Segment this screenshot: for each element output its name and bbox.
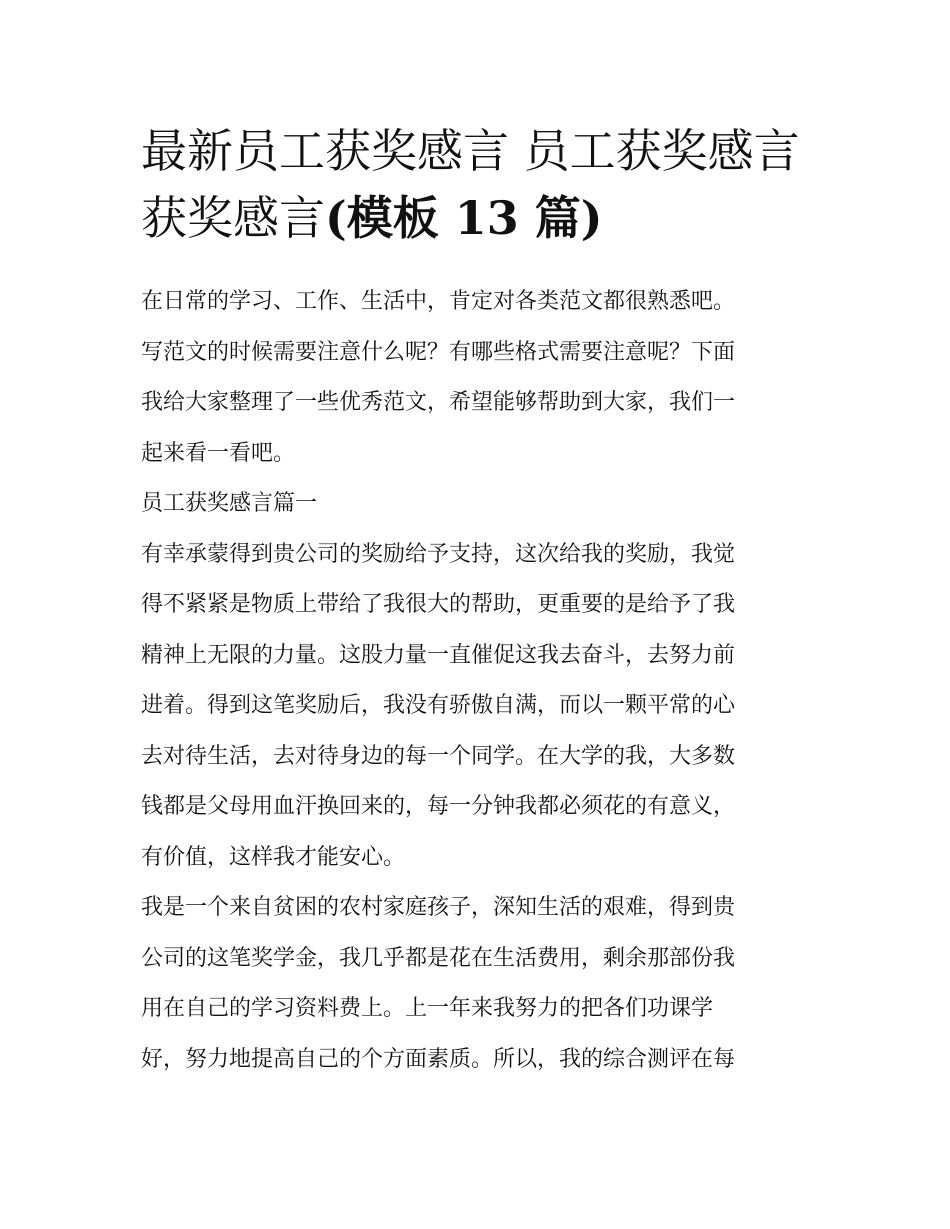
intro-line-4: 起来看一看吧。 (141, 440, 296, 466)
document-title (141, 118, 821, 252)
paragraph-1-line-5: 去对待生活，去对待身边的每一个同学。在大学的我，大多数 (141, 743, 736, 769)
paragraph-2-line-1: 我是一个来自贫困的农村家庭孩子，深知生活的艰难，得到贵 (141, 895, 736, 920)
section-heading: 员工获奖感言篇一 (141, 491, 318, 516)
paragraph-1-line-2: 得不紧紧是物质上带给了我很大的帮助，更重要的是给予了我 (141, 592, 736, 617)
paragraph-1-line-1: 有幸承蒙得到贵公司的奖励给予支持，这次给我的奖励，我觉 (141, 541, 736, 567)
paragraph-2-line-2: 公司的这笔奖学金，我几乎都是花在生活费用，剩余那部份我 (141, 945, 736, 971)
paragraph-1-line-3: 精神上无限的力量。这股力量一直催促这我去奋斗，去努力前 (141, 642, 736, 668)
intro-line-3: 我给大家整理了一些优秀范文，希望能够帮助到大家，我们一 (141, 390, 736, 415)
paragraph-1-line-6: 钱都是父母用血汗换回来的，每一分钟我都必须花的有意义， (141, 794, 736, 819)
paragraph-2-line-3: 用在自己的学习资料费上。上一年来我努力的把各们功课学 (141, 996, 714, 1021)
title-main: 最新员工获奖感言 员工获奖感言获奖感言 (141, 124, 800, 245)
intro-line-2: 写范文的时候需要注意什么呢？有哪些格式需要注意呢？下面 (141, 339, 736, 365)
intro-line-1: 在日常的学习、工作、生活中，肯定对各类范文都很熟悉吧。 (141, 289, 736, 314)
paragraph-1-line-7: 有价值，这样我才能安心。 (141, 844, 406, 870)
paragraph-1-line-4: 进着。得到这笔奖励后，我没有骄傲自满，而以一颗平常的心 (141, 693, 736, 718)
document-body (141, 277, 813, 1085)
title-tail: (模板 13 篇) (325, 191, 603, 245)
paragraph-2-line-4: 好，努力地提高自己的个方面素质。所以，我的综合测评在每 (141, 1046, 736, 1072)
